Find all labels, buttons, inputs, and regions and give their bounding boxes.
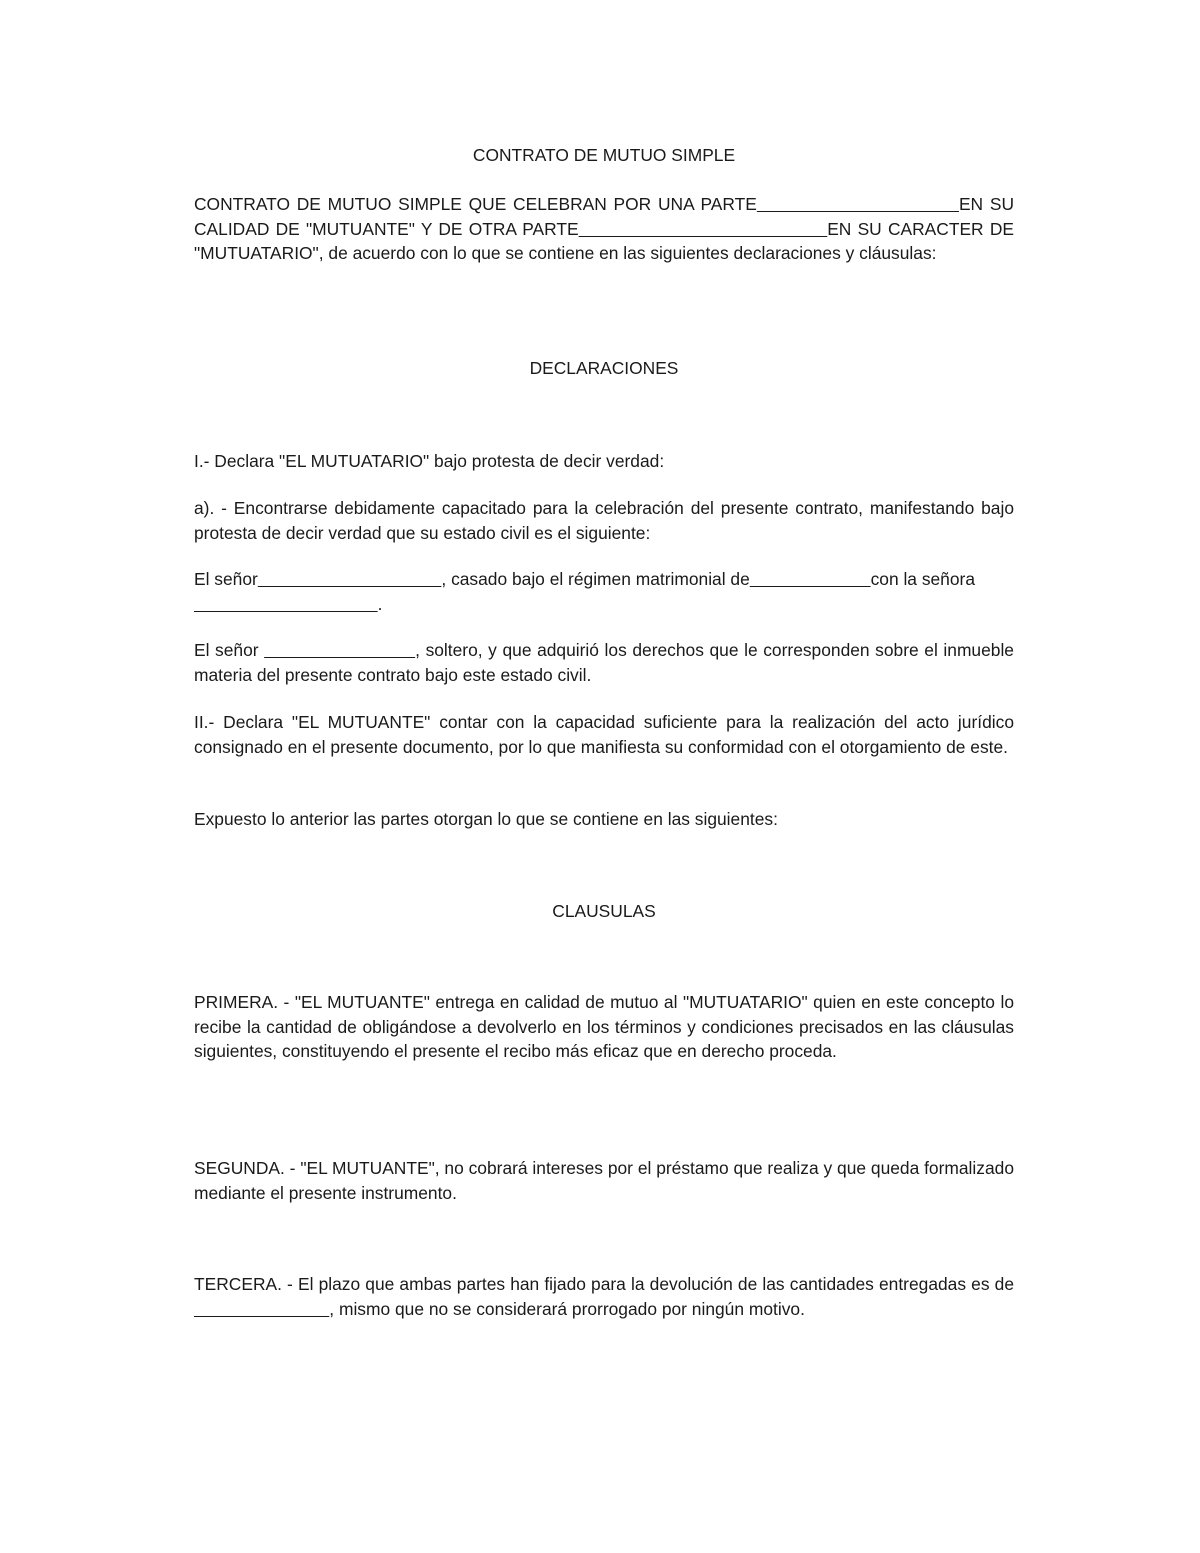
declaracion-a: a). - Encontrarse debidamente capacitado para la celebración del presente contrato, manifestando bajo protesta de decir verdad que su estado civil es el siguiente: bbox=[194, 498, 1014, 543]
soltero-name-blank bbox=[264, 640, 415, 660]
soltero-text-1: El señor bbox=[194, 640, 265, 660]
clausula-segunda: SEGUNDA. - "EL MUTUANTE", no cobrará intereses por el préstamo que realiza y que queda formalizado mediante el presente instrumento. bbox=[194, 1158, 1014, 1203]
document-title: CONTRATO DE MUTUO SIMPLE bbox=[472, 145, 736, 165]
mutuatario-name-blank bbox=[579, 219, 828, 239]
casado-text-3: con la señora bbox=[870, 569, 975, 589]
regimen-blank bbox=[750, 569, 871, 589]
estado-civil-soltero bbox=[194, 638, 1014, 687]
casado-text-2: , casado bajo el régimen matrimonial de bbox=[441, 569, 750, 589]
tercera-text-2: , mismo que no se considerará prorrogado por ningún motivo. bbox=[329, 1298, 805, 1319]
mutuante-name-blank bbox=[757, 194, 959, 214]
esposa-name-blank bbox=[194, 594, 378, 614]
declaracion-i: I.- Declara "EL MUTUATARIO" bajo protesta de decir verdad: bbox=[194, 451, 665, 471]
intro-text-3: EN SU CARACTER DE "MUTUATARIO", de acuerdo con lo que se contiene en las siguientes declaraciones y cláusulas: bbox=[194, 218, 1014, 263]
clausula-tercera bbox=[194, 1272, 1014, 1321]
casado-text-4: . bbox=[377, 593, 383, 614]
plazo-blank bbox=[194, 1299, 329, 1319]
declaraciones-heading: DECLARACIONES bbox=[529, 358, 679, 378]
esposo-name-blank bbox=[258, 569, 442, 589]
casado-text-1: El señor bbox=[194, 569, 258, 589]
clausula-primera: PRIMERA. - "EL MUTUANTE" entrega en calidad de mutuo al "MUTUATARIO" quien en este concepto lo recibe la cantidad de obligándose a devolverlo en los términos y condiciones precisados en las cláusulas siguientes, constituyendo el presente el recibo más eficaz que en derecho proceda. bbox=[194, 992, 1014, 1061]
tercera-text-1: TERCERA. - El plazo que ambas partes han fijado para la devolución de las cantidades entregadas es de bbox=[194, 1274, 1014, 1294]
declaracion-ii: II.- Declara "EL MUTUANTE" contar con la capacidad suficiente para la realización del acto jurídico consignado en el presente documento, por lo que manifiesta su conformidad con el otorgamiento de este. bbox=[194, 712, 1014, 757]
expuesto-paragraph: Expuesto lo anterior las partes otorgan lo que se contiene en las siguientes: bbox=[194, 809, 778, 829]
intro-text-2: EN SU CALIDAD DE "MUTUANTE" Y DE OTRA PARTE bbox=[194, 194, 1015, 239]
soltero-text-2: , soltero, y que adquirió los derechos que le corresponden sobre el inmueble materia del presente contrato bajo este estado civil. bbox=[194, 640, 1014, 685]
intro-text-1: CONTRATO DE MUTUO SIMPLE QUE CELEBRAN POR UNA PARTE bbox=[194, 194, 757, 214]
estado-civil-casado bbox=[194, 567, 1014, 616]
intro-paragraph bbox=[194, 192, 1014, 266]
clausulas-heading: CLAUSULAS bbox=[552, 901, 656, 921]
